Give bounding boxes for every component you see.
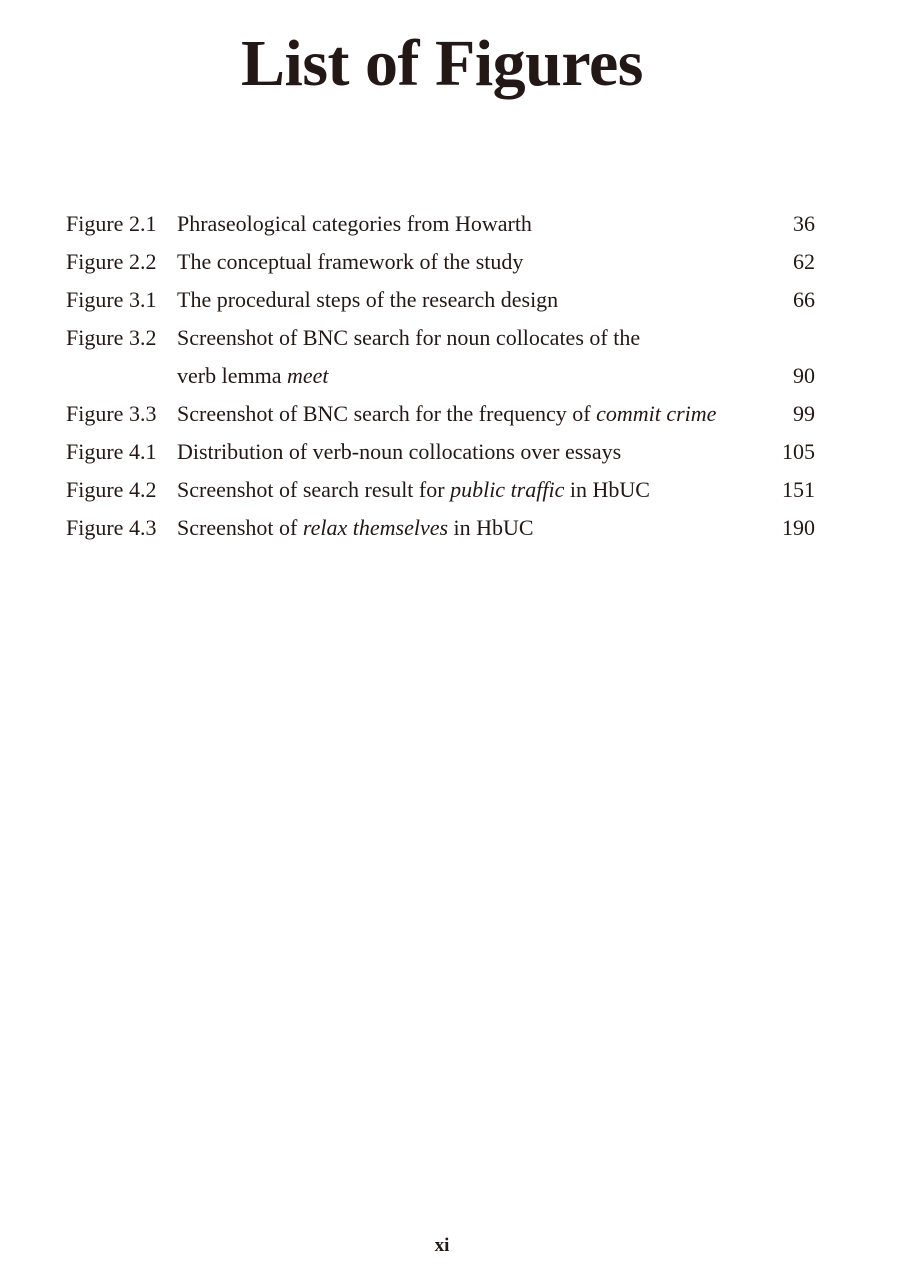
figure-page-number: 105 [782,439,815,464]
figure-page-number: 66 [793,287,815,312]
figure-caption [177,509,765,547]
page-number: xi [434,1235,450,1256]
figure-caption [177,243,765,281]
caption-text: The procedural steps of the research design [177,287,559,312]
figure-entry [66,509,815,547]
figure-label: Figure 2.1 [66,211,157,236]
page-title: List of Figures [241,27,643,100]
figure-entry [66,281,815,319]
figure-caption [177,281,765,319]
figure-label: Figure 4.3 [66,515,157,540]
figure-label: Figure 3.2 [66,325,157,350]
figure-entry [66,319,815,395]
figure-label: Figure 3.1 [66,287,157,312]
caption-text: Screenshot of BNC search for the frequency of [177,401,597,426]
figure-list [66,205,815,547]
caption-text: Screenshot of [177,515,303,540]
figure-caption [177,395,775,433]
figure-page-number: 99 [793,401,815,426]
caption-italic-term: relax themselves [302,515,449,540]
figure-entry [66,433,815,471]
figure-label: Figure 4.2 [66,477,157,502]
caption-text-after: in HbUC [448,515,534,540]
figure-page-number: 90 [793,363,815,388]
figure-caption [177,319,645,395]
caption-italic-term: public traffic [450,477,565,502]
figure-entry [66,243,815,281]
figure-entry [66,205,815,243]
figure-page-number: 62 [793,249,815,274]
figure-label: Figure 4.1 [66,439,157,464]
caption-text: Screenshot of search result for [177,477,451,502]
figure-page-number: 190 [782,515,815,540]
caption-italic-term: commit crime [596,401,717,426]
figure-caption [177,471,765,509]
figure-entry [66,471,815,509]
figure-caption [177,205,765,243]
caption-text: Screenshot of BNC search for noun collocates of the verb lemma [177,325,641,388]
caption-italic-term: meet [286,363,329,388]
figure-page-number: 151 [782,477,815,502]
caption-text-after: in HbUC [564,477,650,502]
figure-entry [66,395,815,433]
figure-page-number: 36 [793,211,815,236]
figure-caption [177,433,765,471]
caption-text: Distribution of verb-noun collocations over essays [177,439,622,464]
caption-text: Phraseological categories from Howarth [177,211,532,236]
figure-label: Figure 2.2 [66,249,157,274]
caption-text: The conceptual framework of the study [177,249,524,274]
figure-label: Figure 3.3 [66,401,157,426]
